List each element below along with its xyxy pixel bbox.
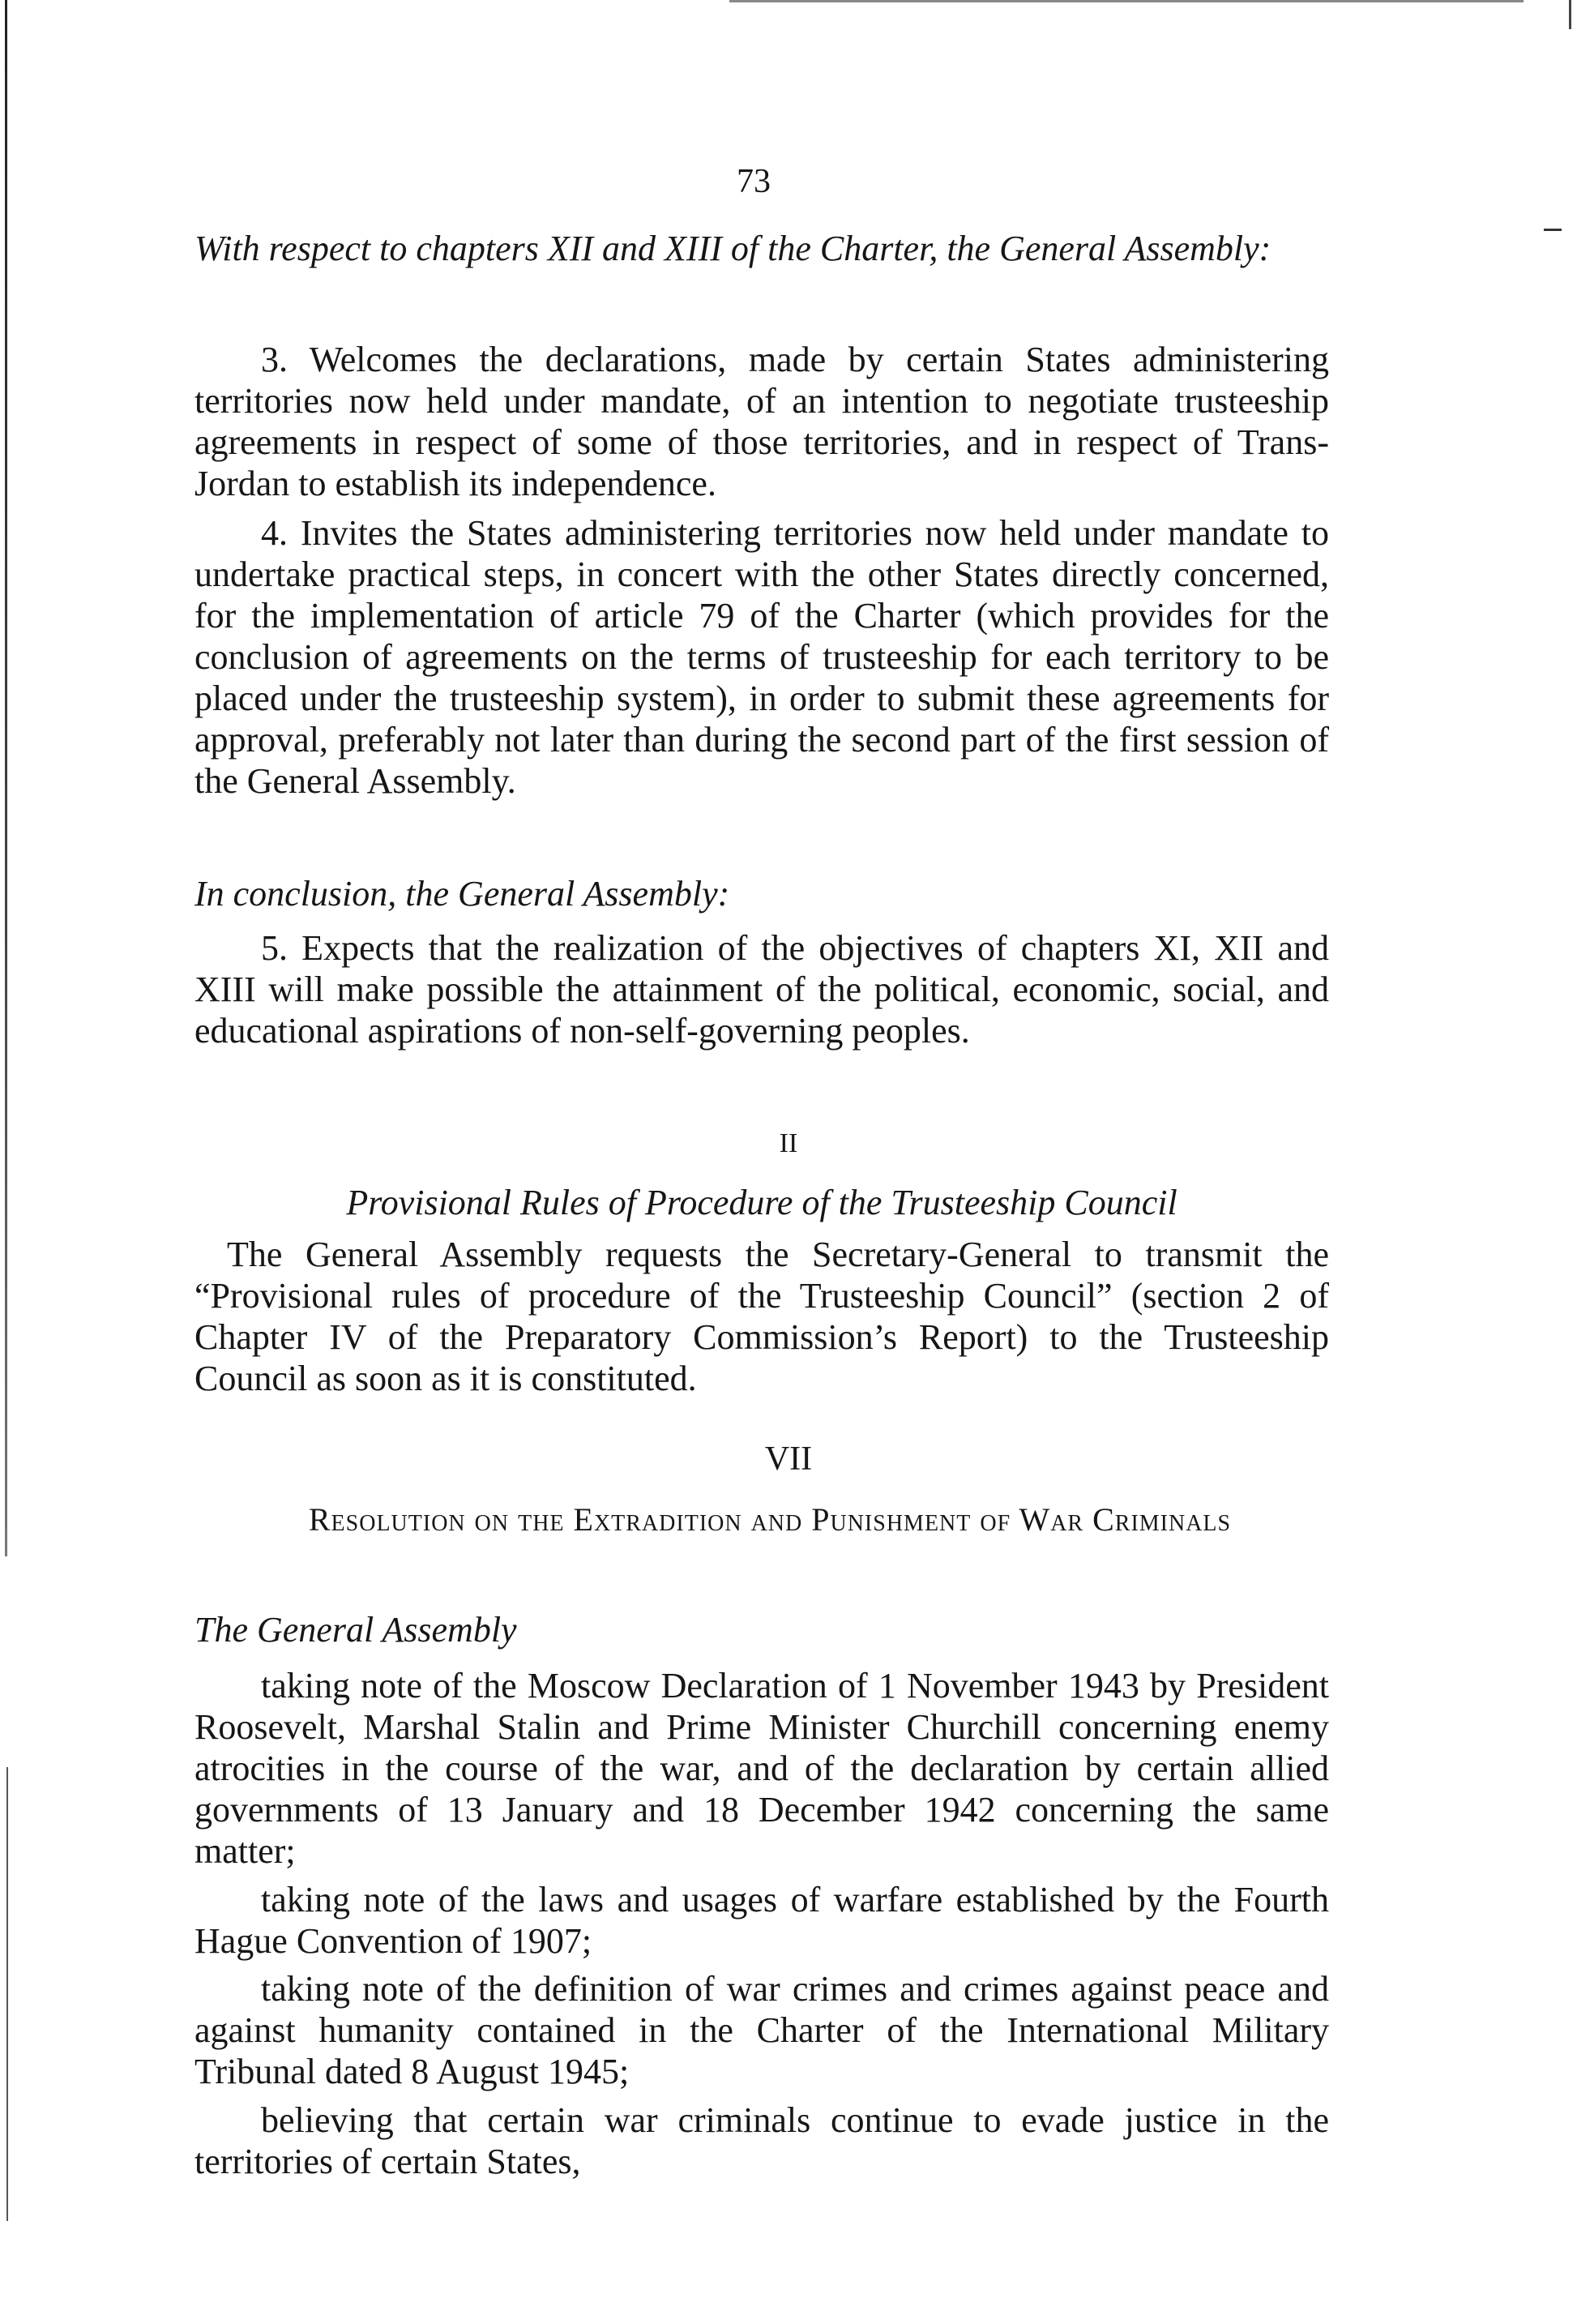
clause-3: taking note of the definition of war crimes and crimes against peace and against humanity contained in the Charter of the International Military Tribunal dated 8 August 1945; xyxy=(194,1969,1329,2091)
clause-2: taking note of the laws and usages of warfare established by the Fourth Hague Convention of 1907; xyxy=(194,1880,1329,1961)
section-vii-title-block xyxy=(243,1500,1297,1540)
clause-4: believing that certain war criminals continue to evade justice in the territories of certain States, xyxy=(194,2100,1329,2181)
assembly-heading: The General Assembly xyxy=(194,1610,517,1650)
paragraph-5: 5. Expects that the realization of the objectives of chapters XI, XII and XIII will make possible the attainment of the political, economic, social, and educational aspirations of non-self-governing peoples. xyxy=(194,928,1329,1051)
intro-heading: With respect to chapters XII and XIII of the Charter, the General Assembly: xyxy=(194,229,1271,268)
clause-3-block xyxy=(194,1968,1329,2092)
clause-4-block xyxy=(194,2099,1329,2182)
chapters-xii-xiii-block xyxy=(194,229,1329,269)
paragraph-4-block xyxy=(194,512,1329,802)
paragraph-3: 3. Welcomes the declarations, made by certain States administering territories now held under mandate, of an intention to negotiate trusteeship agreements in respect of some of those territories, and in respect of Trans-Jordan to establish its independence. xyxy=(194,340,1329,503)
section-ii-numeral: II xyxy=(779,1128,798,1158)
clause-1: taking note of the Moscow Declaration of 1 November 1943 by President Roosevelt, Marshal Stalin and Prime Minister Churchill concerning enemy atrocities in the course of the war, and of the declaration by certain allied governments of 13 January and 18 December 1942 concerning the same matter; xyxy=(194,1666,1329,1871)
scan-edge-left xyxy=(5,0,7,1556)
section-ii-body: The General Assembly requests the Secretary-General to transmit the “Provisional rules of procedure of the Trusteeship Council” (section 2 of Chapter IV of the Preparatory Commission’s Report) to the Trusteeship Council as soon as it is constituted. xyxy=(194,1235,1329,1398)
assembly-heading-block xyxy=(194,1610,1329,1650)
clause-1-block xyxy=(194,1665,1329,1872)
section-ii-body-block xyxy=(194,1234,1329,1399)
scan-edge-left-lower xyxy=(6,1767,8,2221)
section-vii-numeral: VII xyxy=(764,1440,813,1478)
scan-edge-right xyxy=(1569,0,1571,29)
section-vii-title: Resolution on the Extradition and Punishment of War Criminals xyxy=(308,1501,1232,1538)
conclusion-heading: In conclusion, the General Assembly: xyxy=(194,874,730,914)
paragraph-3-block xyxy=(194,339,1329,504)
section-ii-title: Provisional Rules of Procedure of the Trusteeship Council xyxy=(346,1183,1177,1222)
page-number: 73 xyxy=(737,163,771,200)
conclusion-block xyxy=(194,874,1329,914)
clause-2-block xyxy=(194,1879,1329,1962)
paragraph-4: 4. Invites the States administering territories now held under mandate to undertake practical steps, in concert with the other States directly concerned, for the implementation of article 79 of the Charter (which provides for the conclusion of agreements on the terms of trusteeship for each territory to be placed under the trusteeship system), in order to submit these agreements for approval, preferably not later than during the second part of the first session of the General Assembly. xyxy=(194,513,1329,801)
section-ii-title-block xyxy=(194,1182,1329,1223)
paragraph-5-block xyxy=(194,927,1329,1051)
scan-edge-top xyxy=(729,0,1524,2)
margin-mark xyxy=(1544,229,1562,231)
